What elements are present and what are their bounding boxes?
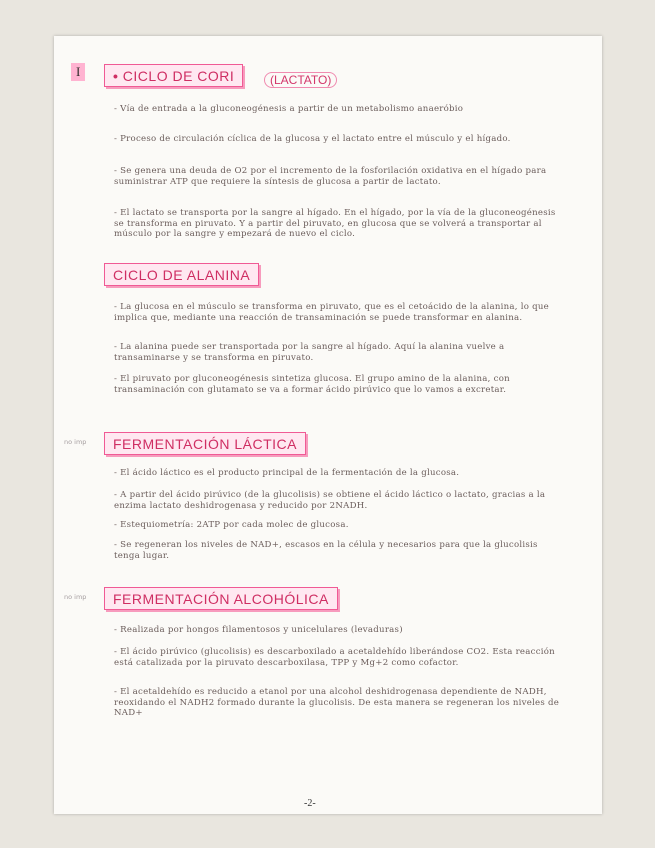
heading-bullet-icon: • xyxy=(113,68,123,84)
lactica-bullet-3: - Estequiometría: 2ATP por cada molec de glucosa. xyxy=(114,520,349,530)
heading-fermentacion-lactica: FERMENTACIÓN LÁCTICA xyxy=(104,432,306,455)
notebook-page xyxy=(54,36,602,814)
heading-ciclo-de-cori xyxy=(104,64,243,87)
cori-bullet-3: - Se genera una deuda de O2 por el incremento de la fosforilación oxidativa en el hígado para suministrar ATP que requiere la síntesis de glucosa a partir de lactato. xyxy=(114,166,547,187)
margin-note-lactica: no imp xyxy=(64,438,87,446)
lactica-bullet-4: - Se regeneran los niveles de NAD+, escasos en la célula y necesarios para que la glucolisis tenga lugar. xyxy=(114,540,538,561)
alanina-bullet-3: - El piruvato por gluconeogénesis sintetiza glucosa. El grupo amino de la alanina, con transaminación con glutamato se va a formar ácido pirúvico que lo vamos a excretar. xyxy=(114,374,510,395)
alcoholica-bullet-1: - Realizada por hongos filamentosos y unicelulares (levaduras) xyxy=(114,625,403,635)
alanina-bullet-2: - La alanina puede ser transportada por la sangre al hígado. Aquí la alanina vuelve a transaminarse y se transforma en piruvato. xyxy=(114,342,505,363)
cori-bullet-4: - El lactato se transporta por la sangre al hígado. En el hígado, por la vía de la gluconeogénesis se transforma en piruvato. Y a partir del piruvato, en glucosa que se volverá a transportar al músculo por la sangre y empezará de nuevo el ciclo. xyxy=(114,208,556,239)
alanina-bullet-1: - La glucosa en el músculo se transforma en piruvato, que es el cetoácido de la alanina, lo que implica que, mediante una reacción de transaminación se puede transformar en alanina. xyxy=(114,302,549,323)
heading-ciclo-de-alanina: CICLO DE ALANINA xyxy=(104,263,259,286)
page-number: -2- xyxy=(304,798,316,809)
lactica-bullet-1: - El ácido láctico es el producto principal de la fermentación de la glucosa. xyxy=(114,468,460,478)
cori-bullet-2: - Proceso de circulación cíclica de la glucosa y el lactato entre el músculo y el hígado. xyxy=(114,134,511,144)
alcoholica-bullet-2: - El ácido pirúvico (glucolisis) es descarboxilado a acetaldehído liberándose CO2. Esta reacción está catalizada por la piruvato descarboxilasa, TPP y Mg+2 como cofactor. xyxy=(114,647,555,668)
subtitle-lactato: (LACTATO) xyxy=(264,72,337,88)
margin-note-alcoholica: no imp xyxy=(64,593,87,601)
alcoholica-bullet-3: - El acetaldehído es reducido a etanol por una alcohol deshidrogenasa dependiente de NADH, reoxidando el NADH2 formado durante la glucolisis. De esta manera se regeneran los niveles de NAD+ xyxy=(114,687,560,718)
heading-fermentacion-alcoholica: FERMENTACIÓN ALCOHÓLICA xyxy=(104,587,338,610)
lactica-bullet-2: - A partir del ácido pirúvico (de la glucolisis) se obtiene el ácido láctico o lactato, gracias a la enzima lactato deshidrogenasa y reducido por 2NADH. xyxy=(114,490,546,511)
cori-bullet-1: - Vía de entrada a la gluconeogénesis a partir de un metabolismo anaeróbio xyxy=(114,104,464,114)
section-number: I xyxy=(71,63,85,81)
heading-text: CICLO DE CORI xyxy=(122,68,235,84)
